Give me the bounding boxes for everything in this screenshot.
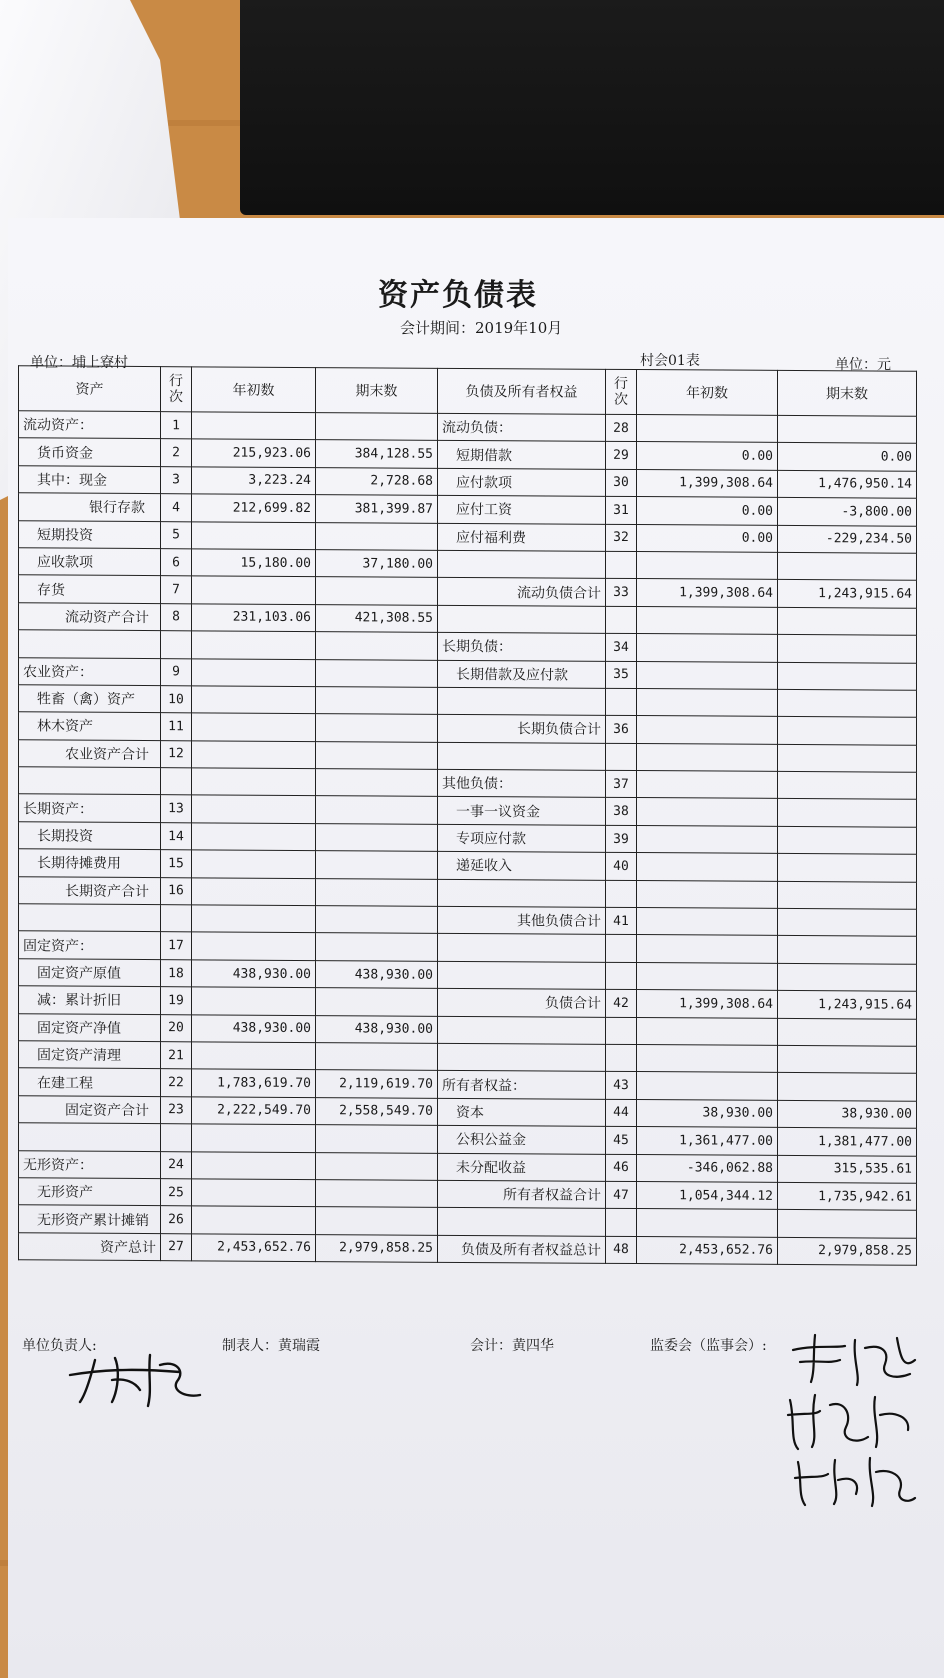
liability-begin-value [637,1045,778,1073]
liability-begin-value: -346,062.88 [637,1154,778,1182]
liability-line-no: 48 [606,1236,637,1264]
asset-begin-value [192,850,316,878]
asset-name: 长期资产合计 [19,876,161,904]
liability-line-no: 33 [606,579,637,607]
asset-begin-value [192,905,316,933]
asset-begin-value [192,877,316,905]
liability-end-value [778,908,917,936]
asset-name: 应收款项 [19,548,161,576]
liability-begin-value: 1,399,308.64 [637,579,778,607]
asset-name: 固定资产清理 [19,1041,161,1069]
liability-line-no [606,1017,637,1045]
asset-begin-value: 438,930.00 [192,1014,316,1042]
asset-line-no: 7 [161,576,192,604]
liability-end-value: 1,381,477.00 [778,1128,917,1156]
liability-begin-value [637,1017,778,1045]
asset-end-value [316,1207,438,1235]
asset-begin-value [192,713,316,741]
asset-begin-value: 212,699.82 [192,494,316,522]
asset-name: 农业资产： [19,657,161,685]
asset-end-value [316,1125,438,1153]
asset-name: 其中：现金 [19,466,161,494]
liability-begin-value: 38,930.00 [637,1099,778,1127]
asset-end-value: 2,728.68 [316,467,438,495]
asset-end-value [316,1152,438,1180]
asset-line-no [161,768,192,796]
liability-name: 应付福利费 [438,523,606,551]
liability-end-value [778,635,917,663]
liability-begin-value: 0.00 [637,497,778,525]
asset-name: 短期投资 [19,520,161,548]
header-asset: 资产 [19,366,161,412]
table-row [19,1232,917,1265]
asset-begin-value: 2,222,549.70 [192,1097,316,1125]
liability-line-no: 34 [606,633,637,661]
liability-name: 负债及所有者权益总计 [438,1235,606,1263]
liability-name: 长期负债合计 [438,715,606,743]
header-end-balance: 期末数 [316,368,438,414]
liability-end-value [778,854,917,882]
asset-name: 固定资产净值 [19,1013,161,1041]
liability-line-no: 41 [606,907,637,935]
asset-line-no: 25 [161,1179,192,1207]
liability-end-value [778,936,917,964]
header-begin-balance: 年初数 [192,367,316,413]
asset-line-no: 26 [161,1206,192,1234]
liability-name: 资本 [438,1098,606,1126]
black-cloth-background [240,0,944,215]
asset-end-value [316,632,438,660]
header-line-no-right: 行 次 [606,369,637,414]
asset-name: 流动资产： [19,411,161,439]
liability-begin-value [637,962,778,990]
asset-name: 长期资产： [19,794,161,822]
liability-begin-value [637,1209,778,1237]
header-end-balance-right: 期末数 [778,370,917,416]
liability-end-value [778,826,917,854]
asset-begin-value [192,932,316,960]
liability-line-no: 38 [606,798,637,826]
asset-line-no: 23 [161,1096,192,1124]
asset-name [19,1123,161,1151]
asset-line-no: 14 [161,822,192,850]
asset-line-no: 1 [161,412,192,440]
asset-name: 长期待摊费用 [19,849,161,877]
liability-line-no: 35 [606,661,637,689]
liability-name: 应付款项 [438,468,606,496]
liability-line-no [606,880,637,908]
liability-begin-value [637,853,778,881]
asset-begin-value [192,795,316,823]
liability-end-value [778,1045,917,1073]
liability-name [438,1043,606,1071]
liability-name [438,742,606,770]
signature-1 [785,1330,925,1390]
liability-name: 所有者权益合计 [438,1180,606,1208]
asset-end-value: 438,930.00 [316,1015,438,1043]
asset-end-value: 2,119,619.70 [316,1070,438,1098]
accounting-period: 会计期间：2019年10月 [400,319,563,337]
liability-end-value: -229,234.50 [778,525,917,553]
asset-end-value [316,413,438,441]
asset-end-value [316,796,438,824]
asset-end-value [316,522,438,550]
liability-line-no: 30 [606,469,637,497]
liability-end-value [778,1073,917,1101]
liability-name: 一事一议资金 [438,797,606,825]
liability-end-value [778,771,917,799]
liability-line-no: 31 [606,497,637,525]
liability-begin-value [637,415,778,443]
asset-line-no: 3 [161,466,192,494]
asset-name: 长期投资 [19,822,161,850]
asset-end-value: 2,979,858.25 [316,1234,438,1262]
asset-line-no: 10 [161,686,192,714]
liability-end-value: 315,535.61 [778,1155,917,1183]
asset-end-value [316,823,438,851]
asset-end-value [316,659,438,687]
liability-end-value [778,717,917,745]
asset-end-value [316,1180,438,1208]
asset-line-no [161,1124,192,1152]
liability-name: 长期借款及应付款 [438,660,606,688]
asset-line-no: 27 [161,1233,192,1261]
liability-end-value: 1,735,942.61 [778,1182,917,1210]
liability-end-value: 1,243,915.64 [778,580,917,608]
asset-line-no: 12 [161,740,192,768]
asset-begin-value [192,576,316,604]
liability-end-value [778,689,917,717]
liability-line-no: 46 [606,1154,637,1182]
asset-name [19,630,161,658]
currency-unit: 单位：元 [835,357,891,373]
liability-begin-value: 1,399,308.64 [637,990,778,1018]
asset-name: 农业资产合计 [19,739,161,767]
liability-name: 未分配收益 [438,1153,606,1181]
asset-begin-value [192,631,316,659]
footer-unit-responsible: 单位负责人: [22,1338,97,1354]
signature-responsible [60,1340,210,1410]
asset-end-value [316,1043,438,1071]
asset-begin-value [192,521,316,549]
liability-line-no: 45 [606,1126,637,1154]
liability-begin-value [637,771,778,799]
asset-end-value: 2,558,549.70 [316,1097,438,1125]
liability-begin-value [637,1072,778,1100]
liability-begin-value [637,880,778,908]
liability-line-no: 37 [606,770,637,798]
asset-line-no: 4 [161,494,192,522]
asset-line-no: 15 [161,850,192,878]
asset-end-value: 438,930.00 [316,960,438,988]
asset-begin-value [192,1042,316,1070]
liability-name: 专项应付款 [438,824,606,852]
asset-end-value [316,714,438,742]
liability-line-no: 32 [606,524,637,552]
asset-name: 在建工程 [19,1068,161,1096]
signature-2 [780,1385,920,1455]
liability-end-value: 38,930.00 [778,1100,917,1128]
liability-line-no: 43 [606,1072,637,1100]
header-line-no: 行 次 [161,367,192,412]
liability-begin-value [637,551,778,579]
asset-end-value [316,741,438,769]
liability-end-value: 0.00 [778,443,917,471]
asset-end-value: 421,308.55 [316,604,438,632]
liability-name [438,550,606,578]
liability-line-no [606,743,637,771]
liability-end-value: 1,476,950.14 [778,470,917,498]
asset-line-no: 8 [161,603,192,631]
asset-name: 无形资产累计摊销 [19,1205,161,1233]
document-title: 资产负债表 [378,278,538,313]
asset-end-value [316,686,438,714]
liability-begin-value: 1,399,308.64 [637,469,778,497]
liability-name: 流动负债合计 [438,578,606,606]
asset-end-value: 384,128.55 [316,440,438,468]
asset-name: 牲畜（禽）资产 [19,685,161,713]
asset-name: 林木资产 [19,712,161,740]
liability-begin-value: 0.00 [637,524,778,552]
balance-sheet-table [18,365,917,1266]
asset-line-no [161,905,192,933]
asset-name: 资产总计 [19,1232,161,1260]
liability-end-value: 1,243,915.64 [778,991,917,1019]
liability-end-value: -3,800.00 [778,498,917,526]
asset-line-no: 17 [161,932,192,960]
liability-name: 应付工资 [438,495,606,523]
footer-accountant: 会计：黄四华 [470,1338,554,1354]
liability-name [438,687,606,715]
asset-begin-value [192,1206,316,1234]
asset-line-no: 19 [161,987,192,1015]
asset-line-no: 9 [161,658,192,686]
liability-begin-value [637,688,778,716]
asset-name: 无形资产 [19,1178,161,1206]
asset-name: 固定资产合计 [19,1096,161,1124]
asset-name: 无形资产： [19,1150,161,1178]
asset-begin-value [192,1179,316,1207]
asset-line-no: 11 [161,713,192,741]
liability-name: 长期负债： [438,632,606,660]
footer-supervisory-committee: 监委会（监事会）: [650,1338,767,1354]
liability-end-value: 2,979,858.25 [778,1237,917,1265]
liability-name: 其他负债合计 [438,906,606,934]
liability-line-no: 40 [606,853,637,881]
liability-name: 短期借款 [438,441,606,469]
liability-name: 其他负债： [438,769,606,797]
liability-end-value [778,415,917,443]
footer-preparer: 制表人：黄瑞霞 [222,1338,320,1354]
asset-line-no: 18 [161,959,192,987]
asset-name: 流动资产合计 [19,602,161,630]
liability-line-no: 36 [606,716,637,744]
asset-begin-value: 438,930.00 [192,960,316,988]
asset-line-no [161,631,192,659]
liability-end-value [778,552,917,580]
asset-line-no: 20 [161,1014,192,1042]
liability-end-value [778,963,917,991]
asset-line-no: 5 [161,521,192,549]
liability-begin-value [637,798,778,826]
liability-line-no: 39 [606,825,637,853]
asset-begin-value: 15,180.00 [192,549,316,577]
asset-begin-value: 1,783,619.70 [192,1069,316,1097]
liability-end-value [778,607,917,635]
asset-begin-value [192,412,316,440]
asset-end-value [316,988,438,1016]
liability-name: 公积公益金 [438,1125,606,1153]
asset-name: 固定资产： [19,931,161,959]
liability-begin-value [637,935,778,963]
asset-end-value: 37,180.00 [316,550,438,578]
liability-end-value [778,1210,917,1238]
liability-line-no: 44 [606,1099,637,1127]
table-header-row [19,366,917,416]
asset-end-value [316,933,438,961]
liability-begin-value [637,634,778,662]
liability-begin-value [637,825,778,853]
liability-line-no: 42 [606,990,637,1018]
asset-begin-value: 2,453,652.76 [192,1234,316,1262]
liability-line-no: 28 [606,414,637,442]
asset-end-value [316,769,438,797]
liability-end-value [778,1018,917,1046]
liability-line-no [606,551,637,579]
liability-line-no [606,1044,637,1072]
liability-name: 递延收入 [438,852,606,880]
liability-name [438,879,606,907]
liability-name: 所有者权益： [438,1071,606,1099]
liability-name [438,934,606,962]
liability-begin-value [637,716,778,744]
liability-line-no: 29 [606,442,637,470]
liability-line-no [606,935,637,963]
liability-begin-value [637,908,778,936]
liability-begin-value: 1,361,477.00 [637,1127,778,1155]
liability-name [438,605,606,633]
header-begin-balance-right: 年初数 [637,370,778,416]
asset-begin-value [192,987,316,1015]
asset-name: 固定资产原值 [19,959,161,987]
asset-line-no: 21 [161,1042,192,1070]
asset-begin-value [192,658,316,686]
liability-begin-value [637,661,778,689]
form-code: 村会01表 [640,353,700,369]
unit-name: 单位：埔上寮村 [30,355,128,371]
asset-end-value [316,577,438,605]
asset-line-no: 13 [161,795,192,823]
liability-line-no [606,688,637,716]
asset-begin-value: 215,923.06 [192,439,316,467]
liability-begin-value [637,743,778,771]
liability-end-value [778,799,917,827]
liability-begin-value: 1,054,344.12 [637,1181,778,1209]
liability-begin-value [637,606,778,634]
asset-name [19,767,161,795]
asset-begin-value: 3,223.24 [192,467,316,495]
liability-begin-value: 2,453,652.76 [637,1236,778,1264]
asset-name: 货币资金 [19,438,161,466]
liability-line-no: 47 [606,1181,637,1209]
asset-begin-value [192,823,316,851]
asset-end-value: 381,399.87 [316,495,438,523]
asset-end-value [316,878,438,906]
asset-name: 存货 [19,575,161,603]
liability-end-value [778,744,917,772]
liability-name: 负债合计 [438,989,606,1017]
liability-end-value [778,662,917,690]
liability-line-no [606,1209,637,1237]
asset-begin-value [192,741,316,769]
asset-line-no: 22 [161,1069,192,1097]
liability-begin-value: 0.00 [637,442,778,470]
asset-begin-value [192,1124,316,1152]
asset-begin-value [192,686,316,714]
liability-name [438,961,606,989]
liability-name: 流动负债： [438,413,606,441]
liability-line-no [606,962,637,990]
asset-line-no: 16 [161,877,192,905]
asset-line-no: 24 [161,1151,192,1179]
signature-3 [790,1450,920,1510]
asset-begin-value [192,768,316,796]
asset-begin-value [192,1151,316,1179]
asset-line-no: 6 [161,549,192,577]
liability-name [438,1208,606,1236]
asset-end-value [316,906,438,934]
liability-line-no [606,606,637,634]
asset-begin-value: 231,103.06 [192,604,316,632]
asset-name [19,904,161,932]
asset-name: 减：累计折旧 [19,986,161,1014]
asset-name: 银行存款 [19,493,161,521]
asset-line-no: 2 [161,439,192,467]
liability-end-value [778,881,917,909]
liability-name [438,1016,606,1044]
asset-end-value [316,851,438,879]
header-liabilities-equity: 负债及所有者权益 [438,368,606,414]
